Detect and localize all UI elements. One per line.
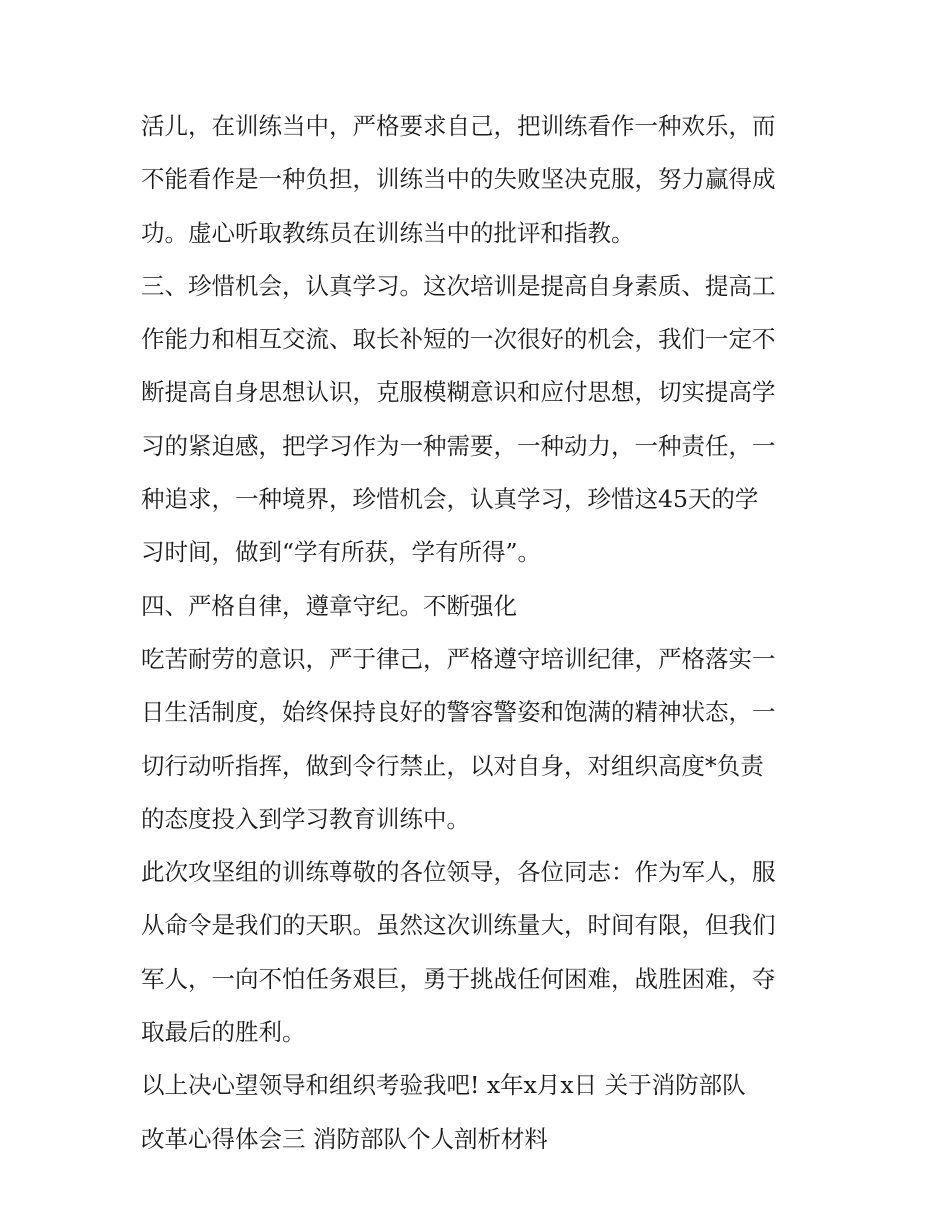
text-line: 四、严格自律，遵章守纪。不断强化 bbox=[141, 591, 517, 620]
text-line: 从命令是我们的天职。虽然这次训练量大，时间有限，但我们 bbox=[141, 911, 776, 940]
text-line: 以上决心望领导和组织考验我吧! x年x月x日 关于消防部队 bbox=[141, 1071, 746, 1100]
text-line: 作能力和相互交流、取长补短的一次很好的机会，我们一定不 bbox=[141, 325, 776, 354]
text-line: 不能看作是一种负担，训练当中的失败坚决克服，努力赢得成 bbox=[141, 165, 776, 194]
text-line: 三、珍惜机会，认真学习。这次培训是提高自身素质、提高工 bbox=[141, 271, 776, 300]
document-body bbox=[141, 100, 821, 1166]
text-line: 改革心得体会三 消防部队个人剖析材料 bbox=[141, 1124, 548, 1153]
text-line: 活儿，在训练当中，严格要求自己，把训练看作一种欢乐，而 bbox=[141, 112, 776, 140]
text-line: 的态度投入到学习教育训练中。 bbox=[141, 804, 470, 833]
text-line: 种追求，一种境界，珍惜机会，认真学习，珍惜这45天的学 bbox=[141, 485, 759, 514]
text-line: 吃苦耐劳的意识，严于律己，严格遵守培训纪律，严格落实一 bbox=[141, 644, 776, 673]
text-line: 此次攻坚组的训练尊敬的各位领导，各位同志：作为军人，服 bbox=[141, 858, 776, 887]
text-line: 断提高自身思想认识，克服模糊意识和应付思想，切实提高学 bbox=[141, 378, 776, 407]
text-line: 功。虚心听取教练员在训练当中的批评和指教。 bbox=[141, 218, 635, 247]
text-line: 习时间，做到“学有所获，学有所得”。 bbox=[141, 538, 542, 567]
text-line: 切行动听指挥，做到令行禁止，以对自身，对组织高度*负责 bbox=[141, 751, 764, 780]
text-line: 军人，一向不怕任务艰巨，勇于挑战任何困难，战胜困难，夺 bbox=[141, 964, 776, 993]
text-line: 取最后的胜利。 bbox=[141, 1018, 306, 1047]
text-line: 习的紧迫感，把学习作为一种需要，一种动力，一种责任，一 bbox=[141, 431, 776, 460]
text-line: 日生活制度，始终保持良好的警容警姿和饱满的精神状态，一 bbox=[141, 698, 776, 727]
